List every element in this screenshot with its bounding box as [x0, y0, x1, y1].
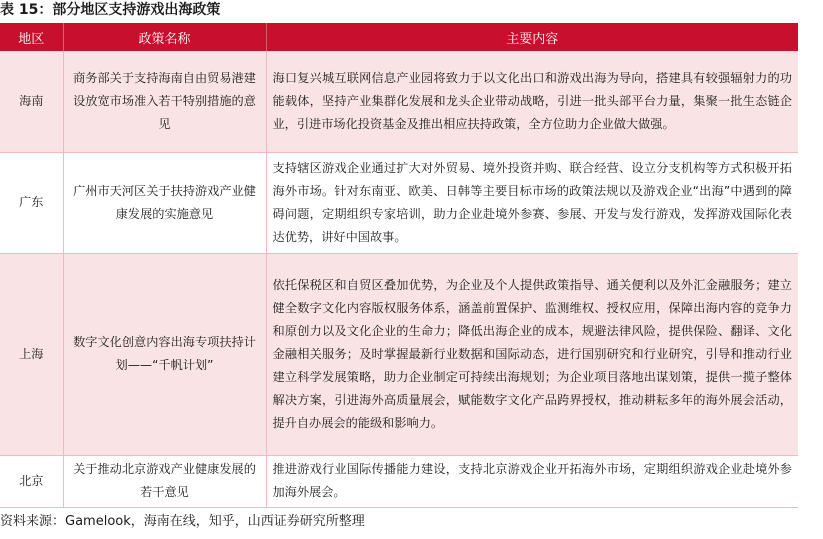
content-cell: 依托保税区和自贸区叠加优势，为企业及个人提供政策指导、通关便利以及外汇金融服务；建立健全数字文化内容版权服务体系，涵盖前置保护、监测维权、授权应用，保障出海内容的竞争力和原创力以及文化企业的生命力；降低出海企业的成本，规避法律风险，提供保险、翻译、文化金融相关服务；及时掌握最新行业数据和国际动态，进行国别研究和行业研究，引导和推动行业建立科学发展策略，助力企业制定可持续出海规划；为企业项目落地出谋划策，提供一揽子整体解决方案，引进海外高质量展会，赋能数字文化产品跨界授权，推动耕耘多年的海外展会活动，提升自办展会的能级和影响力。	[266, 253, 798, 455]
table-caption: 表 15：部分地区支持游戏出海政策	[0, 2, 221, 18]
table-row-guangdong	[0, 152, 798, 253]
region-cell: 上海	[0, 253, 63, 455]
content-cell: 支持辖区游戏企业通过扩大对外贸易、境外投资并购、联合经营、设立分支机构等方式积极开拓海外市场。针对东南亚、欧美、日韩等主要目标市场的政策法规以及游戏企业“出海”中遇到的障碍问题，定期组织专家培训，助力企业赴境外参赛、参展、开发与发行游戏，发挥游戏国际化表达优势，讲好中国故事。	[266, 152, 798, 253]
region-cell: 海南	[0, 51, 63, 152]
policy-cell: 数字文化创意内容出海专项扶持计划——“千帆计划”	[63, 253, 266, 455]
header-policy: 政策名称	[63, 23, 266, 51]
policy-cell: 关于推动北京游戏产业健康发展的若干意见	[63, 455, 266, 507]
content-cell: 推进游戏行业国际传播能力建设，支持北京游戏企业开拓海外市场，定期组织游戏企业赴境外参加海外展会。	[266, 455, 798, 507]
region-cell: 北京	[0, 455, 63, 507]
table-row-beijing	[0, 455, 798, 507]
policy-cell: 商务部关于支持海南自由贸易港建设放宽市场准入若干特别措施的意见	[63, 51, 266, 152]
source-note: 资料来源：Gamelook，海南在线，知乎，山西证券研究所整理	[0, 514, 365, 529]
header-content: 主要内容	[266, 23, 798, 51]
content-cell: 海口复兴城互联网信息产业园将致力于以文化出口和游戏出海为导向，搭建具有较强辐射力的功能载体，坚持产业集群化发展和龙头企业带动战略，引进一批头部平台力量，集聚一批生态链企业，引进市场化投资基金及推出相应扶持政策，全方位助力企业做大做强。	[266, 51, 798, 152]
table-header-row	[0, 23, 798, 51]
table-row-shanghai	[0, 253, 798, 455]
region-cell: 广东	[0, 152, 63, 253]
policy-cell: 广州市天河区关于扶持游戏产业健康发展的实施意见	[63, 152, 266, 253]
table-row-hainan	[0, 51, 798, 152]
policy-table	[0, 23, 798, 508]
header-region: 地区	[0, 23, 63, 51]
